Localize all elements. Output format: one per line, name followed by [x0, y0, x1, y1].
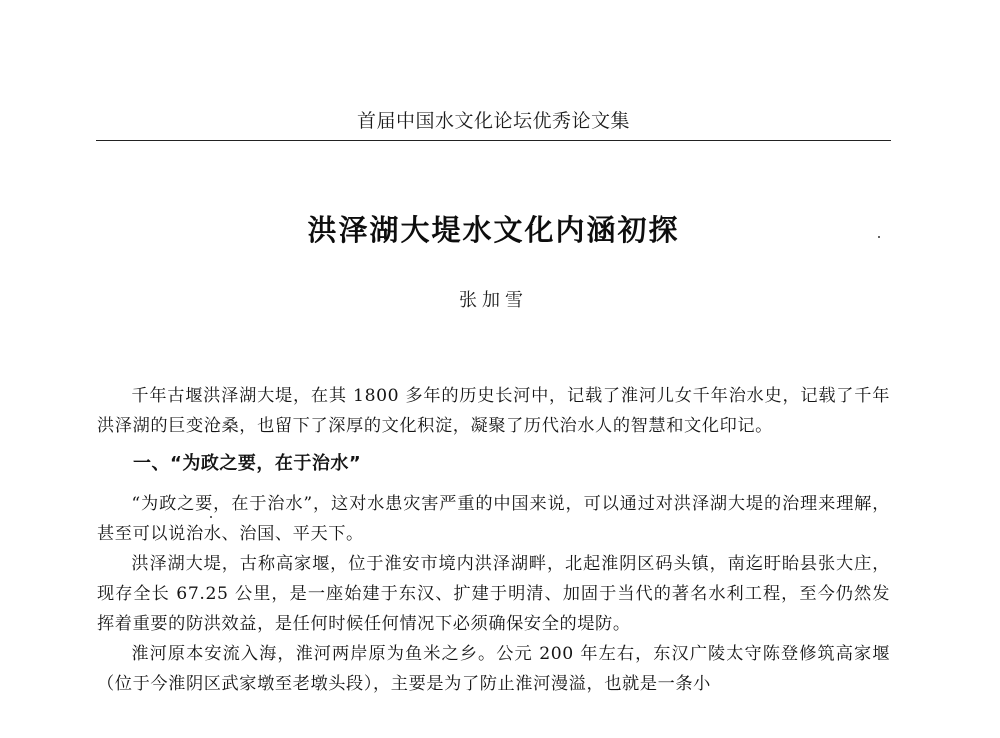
- scan-speck: [878, 236, 880, 238]
- body-paragraph: 洪泽湖大堤，古称高家堰，位于淮安市境内洪泽湖畔，北起淮阴区码头镇，南迄盱眙县张大庄，现存全长 67.25 公里，是一座始建于东汉、扩建于明清、加固于当代的著名水利工程，至今仍然发挥着重要的防洪效益，是任何时候任何情况下必须确保安全的堤防。: [97, 554, 890, 634]
- article-body: [97, 381, 890, 699]
- body-paragraph: 淮河原本安流入海，淮河两岸原为鱼米之乡。公元 200 年左右，东汉广陵太守陈登修筑高家堰（位于今淮阴区武家墩至老墩头段），主要是为了防止淮河漫溢，也就是一条小: [97, 644, 890, 694]
- body-paragraph: “为政之要，在于治水”，这对水患灾害严重的中国来说，可以通过对洪泽湖大堤的治理来理解，甚至可以说治水、治国、平天下。: [97, 494, 890, 544]
- section-heading: 一、“为政之要，在于治水”: [133, 453, 362, 474]
- running-header: 首届中国水文化论坛优秀论文集: [356, 110, 630, 132]
- header-rule: [96, 140, 891, 141]
- article-title: 洪泽湖大堤水文化内涵初探: [307, 213, 680, 247]
- intro-paragraph: 千年古堰洪泽湖大堤，在其 1800 多年的历史长河中，记载了淮河儿女千年治水史，记载了千年洪泽湖的巨变沧桑，也留下了深厚的文化积淀，凝聚了历代治水人的智慧和文化印记。: [97, 386, 890, 436]
- article-author: 张加雪: [459, 290, 528, 311]
- scan-speck: [210, 516, 212, 518]
